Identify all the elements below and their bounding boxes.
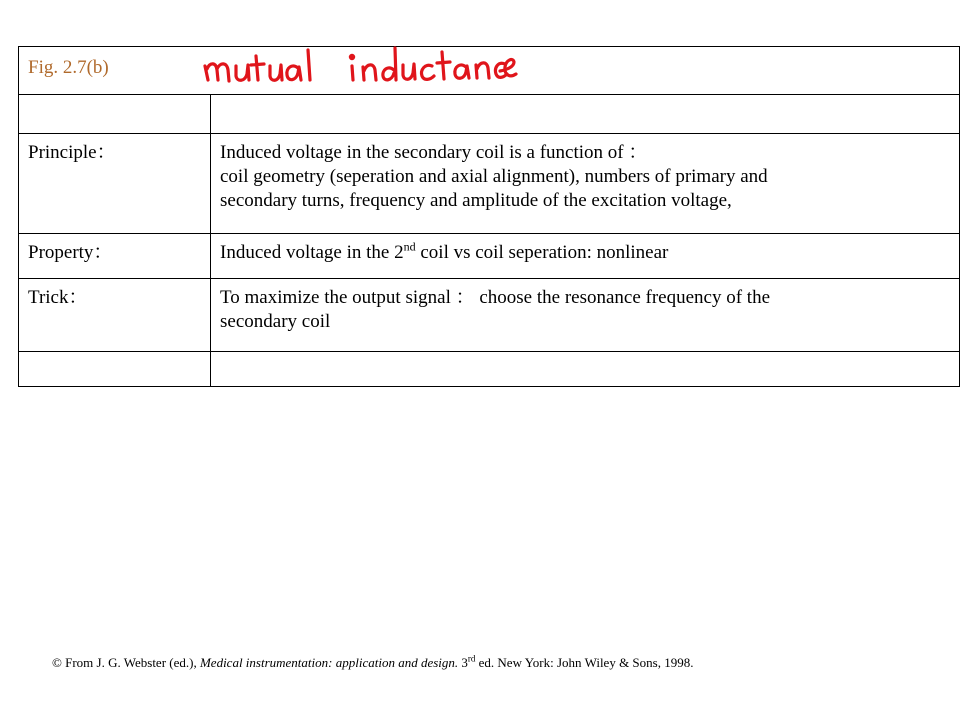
- fig-label: Fig. 2.7(b): [28, 57, 109, 78]
- property-text: [211, 234, 960, 279]
- trick-line: secondary coil: [220, 311, 331, 332]
- table-row-trick: [19, 279, 960, 352]
- property-label: Property：: [19, 234, 211, 279]
- handwritten-annotation: [200, 38, 520, 98]
- empty-cell: [19, 352, 211, 387]
- citation: [52, 655, 693, 671]
- table-row-blank: [19, 95, 960, 134]
- property-superscript: nd: [403, 239, 416, 254]
- citation-prefix: © From J. G. Webster (ed.),: [52, 655, 200, 670]
- principle-line: secondary turns, frequency and amplitude of the excitation voltage,: [220, 190, 732, 211]
- trick-label: Trick：: [19, 279, 211, 352]
- principle-line: coil geometry (seperation and axial alignment), numbers of primary and: [220, 166, 768, 187]
- empty-cell: [211, 95, 960, 134]
- table-row-blank: [19, 352, 960, 387]
- empty-cell: [19, 95, 211, 134]
- principle-line: Induced voltage in the secondary coil is a function of ：: [220, 142, 648, 163]
- trick-line: To maximize the output signal ： choose the resonance frequency of the: [220, 287, 771, 308]
- principle-label: Principle：: [19, 134, 211, 234]
- property-text-after: coil vs coil seperation: nonlinear: [415, 242, 669, 263]
- citation-edition-superscript: rd: [467, 653, 476, 664]
- citation-edition: 3: [458, 655, 468, 670]
- citation-suffix: ed. New York: John Wiley & Sons, 1998.: [475, 655, 694, 670]
- empty-cell: [211, 352, 960, 387]
- table-row-principle: [19, 134, 960, 234]
- table-row-property: [19, 234, 960, 279]
- property-text-before: Induced voltage in the 2: [220, 242, 404, 263]
- principle-text: [211, 134, 960, 234]
- citation-title: Medical instrumentation: application and design.: [199, 655, 459, 670]
- trick-text: [211, 279, 960, 352]
